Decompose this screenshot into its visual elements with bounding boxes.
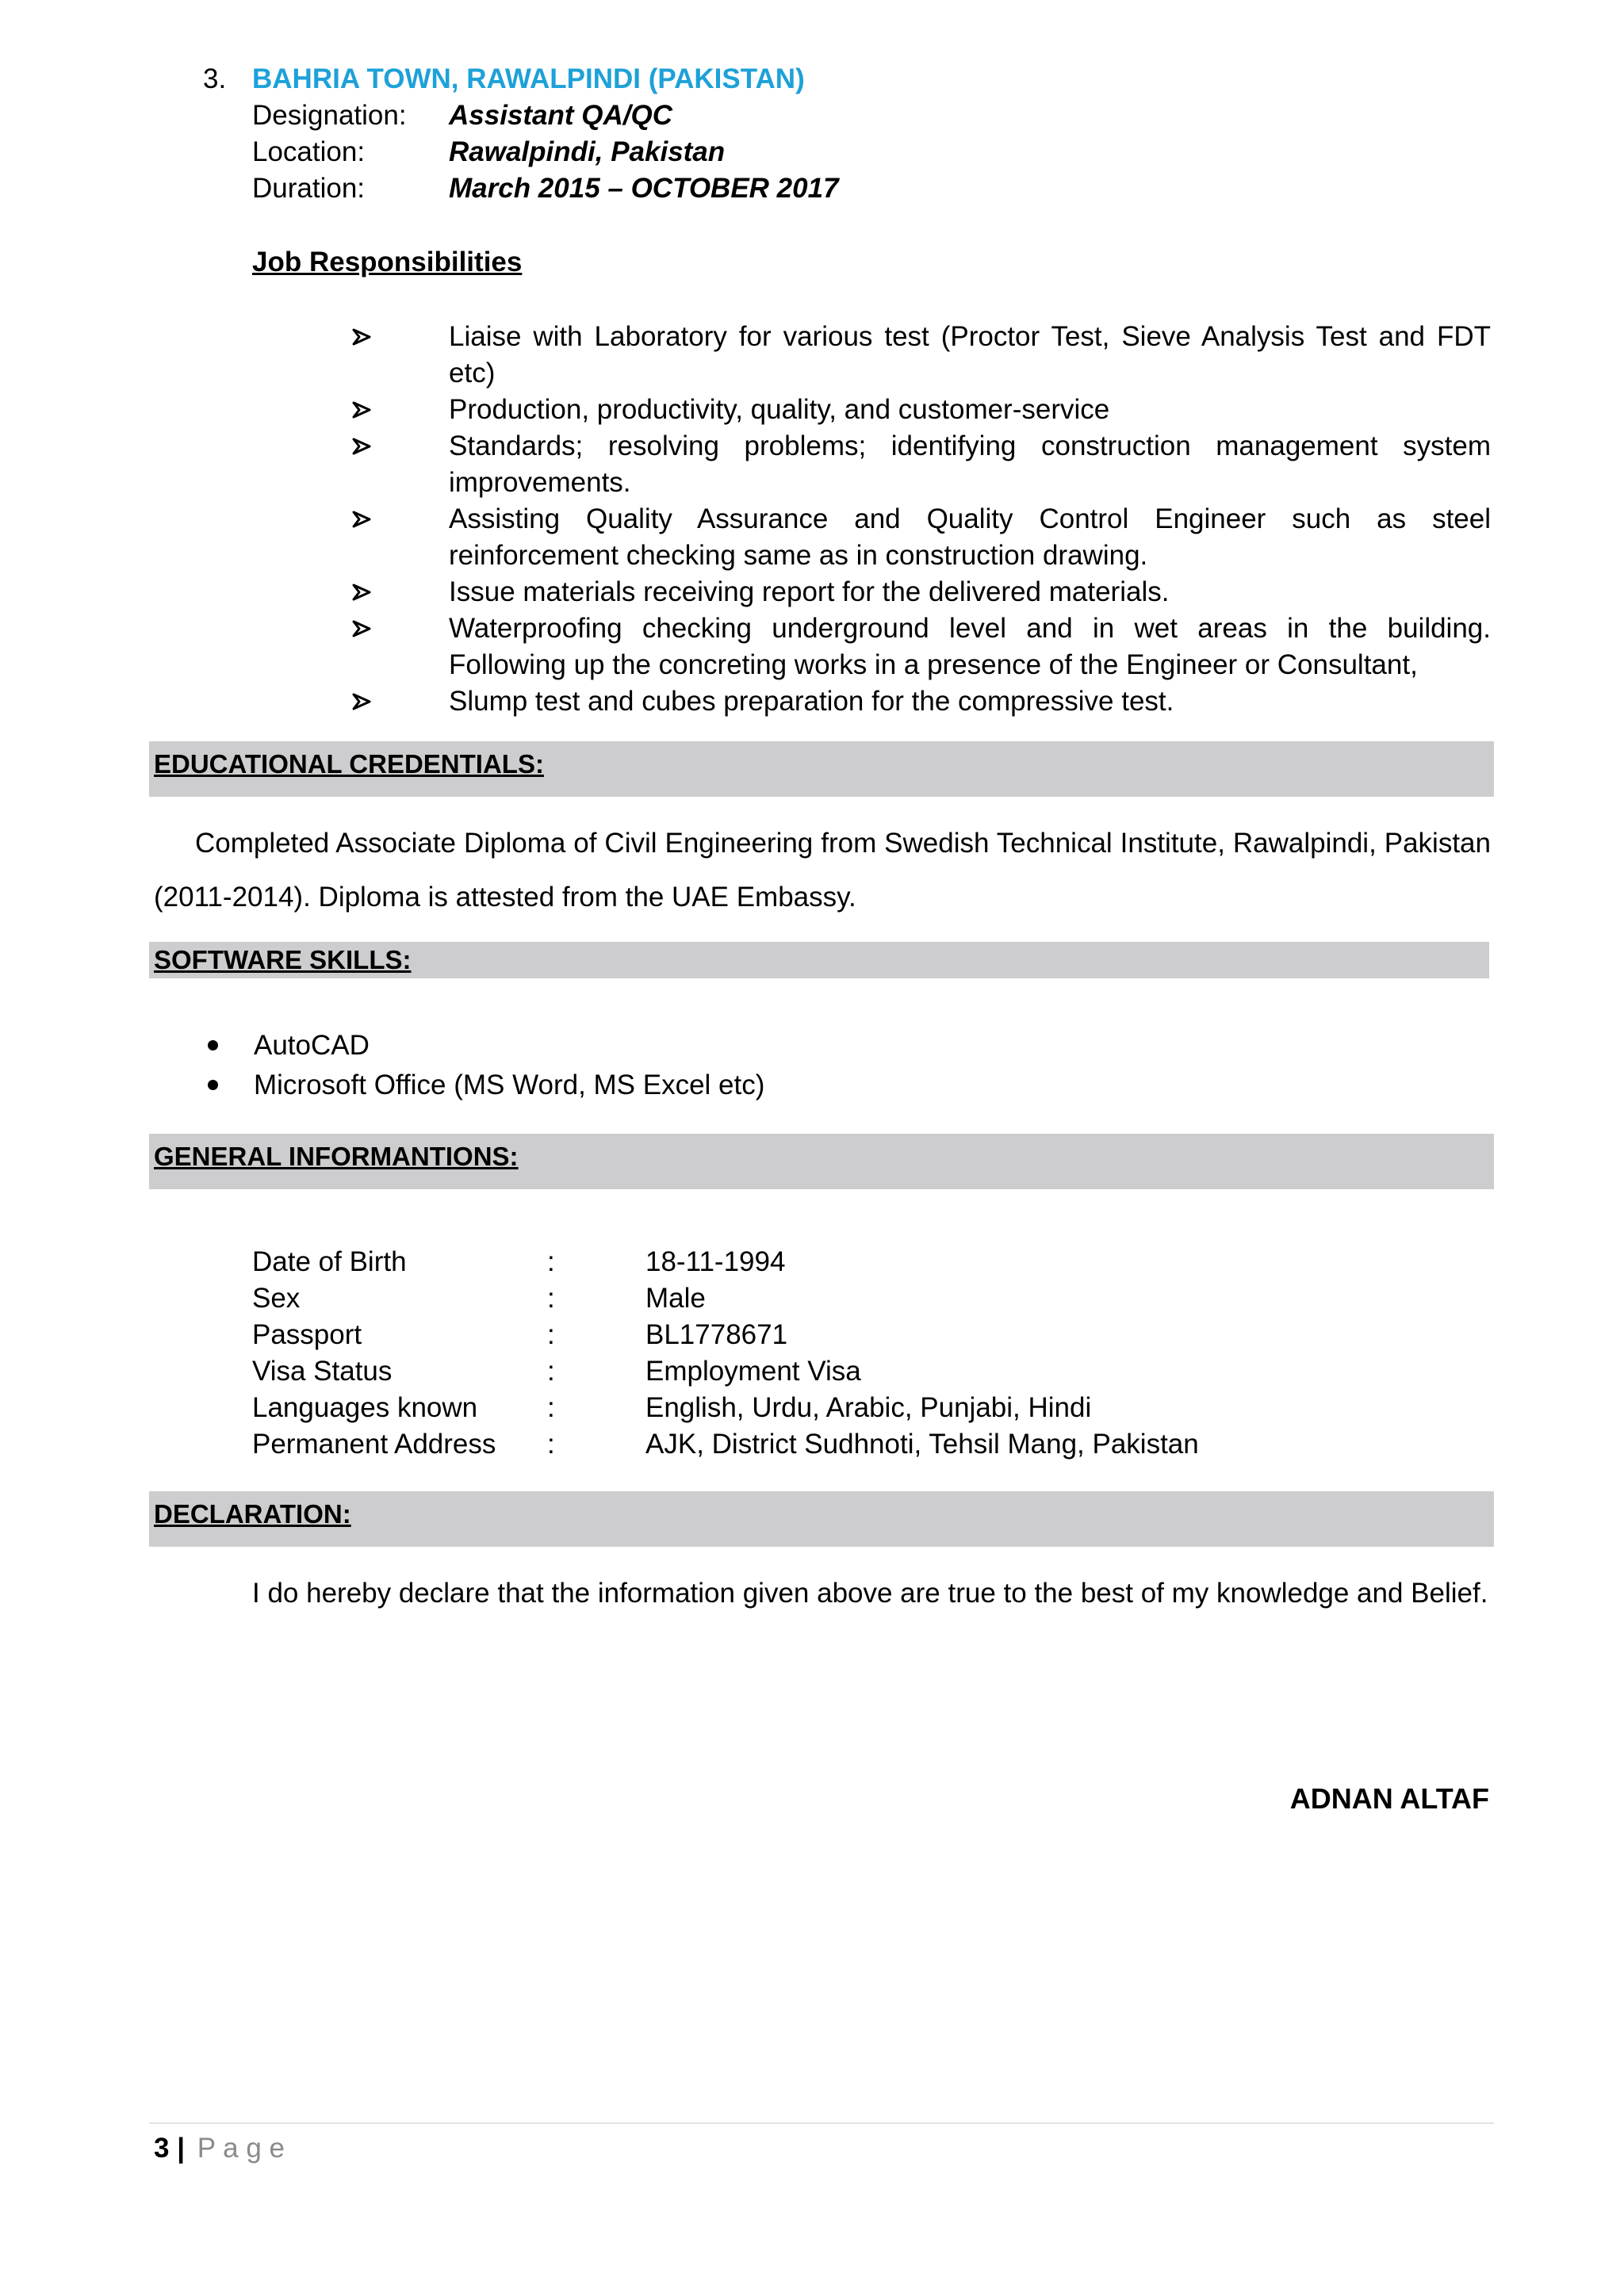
general-section-header xyxy=(149,1134,1494,1189)
info-label: Sex xyxy=(252,1283,301,1314)
job-company: BAHRIA TOWN, RAWALPINDI (PAKISTAN) xyxy=(252,63,805,94)
software-list xyxy=(201,1026,764,1105)
location-label: Location: xyxy=(252,136,366,167)
list-item xyxy=(349,392,1491,428)
info-value: English, Urdu, Arabic, Punjabi, Hindi xyxy=(645,1392,1092,1423)
responsibilities-heading: Job Responsibilities xyxy=(252,247,523,277)
responsibility-text: Issue materials receiving report for the delivered materials. xyxy=(449,576,1170,607)
footer-separator: | xyxy=(177,2133,185,2164)
info-label: Passport xyxy=(252,1319,362,1350)
info-value: 18-11-1994 xyxy=(645,1246,786,1277)
info-separator: : xyxy=(547,1283,555,1314)
software-heading: SOFTWARE SKILLS: xyxy=(154,945,412,974)
page-number: 3 xyxy=(154,2133,170,2164)
arrow-bullet-icon xyxy=(349,392,376,428)
declaration-section-header xyxy=(149,1491,1494,1547)
info-value: AJK, District Sudhnoti, Tehsil Mang, Pakistan xyxy=(645,1429,1199,1460)
list-item xyxy=(349,574,1491,610)
education-section-header xyxy=(149,741,1494,797)
declaration-text: I do hereby declare that the information given above are true to the best of my knowledge and Belief. xyxy=(252,1578,1488,1609)
info-label: Permanent Address xyxy=(252,1429,496,1460)
list-item xyxy=(349,428,1491,501)
education-text: Completed Associate Diploma of Civil Engineering from Swedish Technical Institute, Rawalpindi, Pakistan (2011-2014). Diploma is attested from the UAE Embassy. xyxy=(154,828,1491,913)
designation-label: Designation: xyxy=(252,100,407,131)
job-number: 3. xyxy=(203,63,227,94)
list-item xyxy=(349,319,1491,392)
responsibilities-list xyxy=(349,319,1491,720)
info-label: Languages known xyxy=(252,1392,478,1423)
info-label: Date of Birth xyxy=(252,1246,407,1277)
list-item xyxy=(349,501,1491,574)
info-value: Employment Visa xyxy=(645,1356,861,1387)
software-item: Microsoft Office (MS Word, MS Excel etc) xyxy=(254,1070,765,1100)
info-separator: : xyxy=(547,1392,555,1423)
arrow-bullet-icon xyxy=(349,501,376,538)
list-item xyxy=(201,1026,764,1066)
education-heading: EDUCATIONAL CREDENTIALS: xyxy=(154,749,544,779)
designation-value: Assistant QA/QC xyxy=(449,100,672,131)
signature-name: ADNAN ALTAF xyxy=(1289,1782,1489,1815)
software-item: AutoCAD xyxy=(254,1030,370,1061)
software-section-header xyxy=(149,942,1489,978)
arrow-bullet-icon xyxy=(349,610,376,647)
arrow-bullet-icon xyxy=(349,319,376,355)
info-label: Visa Status xyxy=(252,1356,393,1387)
bullet-dot-icon xyxy=(208,1040,218,1050)
info-value: BL1778671 xyxy=(645,1319,788,1350)
duration-label: Duration: xyxy=(252,173,366,204)
info-separator: : xyxy=(547,1246,555,1277)
list-item xyxy=(201,1066,764,1105)
info-separator: : xyxy=(547,1319,555,1350)
responsibility-text: Slump test and cubes preparation for the compressive test. xyxy=(449,686,1174,717)
list-item xyxy=(349,683,1491,720)
info-separator: : xyxy=(547,1356,555,1387)
declaration-heading: DECLARATION: xyxy=(154,1499,351,1529)
arrow-bullet-icon xyxy=(349,683,376,720)
footer-divider xyxy=(149,2122,1494,2124)
location-value: Rawalpindi, Pakistan xyxy=(449,136,726,167)
responsibility-text: Standards; resolving problems; identifying construction management system improvements. xyxy=(449,430,1491,498)
duration-value: March 2015 – OCTOBER 2017 xyxy=(449,173,839,204)
responsibility-text: Production, productivity, quality, and customer-service xyxy=(449,394,1110,425)
bullet-dot-icon xyxy=(208,1080,218,1090)
page-label: P a g e xyxy=(197,2133,285,2164)
responsibility-text: Waterproofing checking underground level and in wet areas in the building. Following up the concreting works in a presence of the Engineer or Consultant, xyxy=(449,613,1491,680)
page-footer xyxy=(154,2130,285,2167)
list-item xyxy=(349,610,1491,683)
responsibility-text: Liaise with Laboratory for various test (Proctor Test, Sieve Analysis Test and FDT etc) xyxy=(449,321,1491,388)
info-value: Male xyxy=(645,1283,706,1314)
responsibility-text: Assisting Quality Assurance and Quality Control Engineer such as steel reinforcement checking same as in construction drawing. xyxy=(449,503,1491,571)
arrow-bullet-icon xyxy=(349,428,376,465)
arrow-bullet-icon xyxy=(349,574,376,610)
general-heading: GENERAL INFORMANTIONS: xyxy=(154,1142,519,1171)
info-separator: : xyxy=(547,1429,555,1460)
